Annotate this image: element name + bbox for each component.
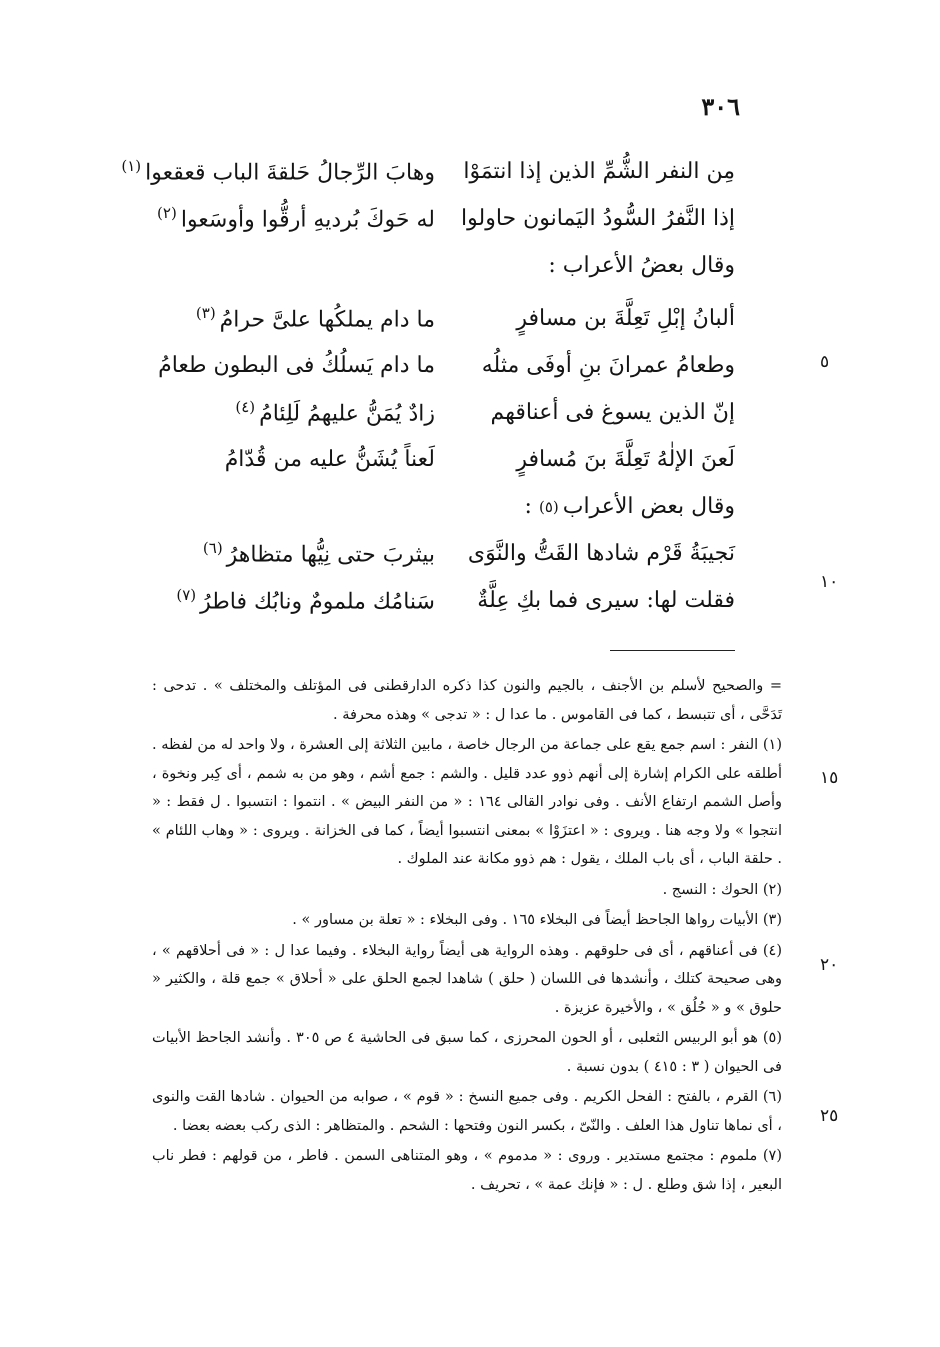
verse-first-hemistich: لَعنَ الإلٰهُ تَعِلَّةَ بنَ مُسافرٍ — [516, 447, 735, 472]
verse-line — [135, 577, 735, 624]
verse-group-2 — [135, 295, 735, 624]
hemistich-text: ما دام يملكُها علىَّ حرامُ — [219, 307, 435, 333]
footnote-ref: (٢) — [157, 204, 177, 223]
footnote-1: (١) النفر : اسم جمع يقع على جماعة من الرجال خاصة ، مابين الثلاثة إلى العشرة ، ولا واحد له من لفظه . أطلقه على الكرام إشارة إلى أنهم ذوو عدد قليل . والشم : جمع أشم ، وهو من به شمم ، أى كِبر ونخوة ، وأصل الشمم ارتفاع الأنف . وفى نوادر القالى ١٦٤ : « من النفر البيض » . انتموا : انتسبوا . ل فقط : « انتجوا » ولا وجه هنا . ويروى : « اعتزَوْا » بمعنى انتسبوا أيضاً ، كما فى الخزانة . ويروى : « وهاب اللئام » . حلقة الباب ، أى باب الملك ، يقول : هم ذوو مكانة عند الملوك . — [152, 737, 782, 867]
verse-line — [135, 436, 735, 483]
hemistich-text: له حَوكَ بُرديهِ أرقُّوا وأوسَعوا — [180, 207, 435, 233]
verse-line — [135, 342, 735, 389]
verse-second-hemistich — [135, 586, 435, 614]
verse-line — [121, 148, 735, 195]
footnote-5: (٥) هو أبو الربيس الثعلبى ، أو الحون المحرزى ، كما سبق فى الحاشية ٤ ص ٣٠٥ . وأنشد الجاحظ الأبيات فى الحيوان ( ٣ : ٤١٥ ) بدون نسبة . — [152, 1030, 783, 1075]
verse-first-hemistich: مِن النفر الشُّمِّ الذين إذا انتمَوْا — [463, 159, 735, 184]
verse-first-hemistich: نَجيبَةُ قَرْم شادها القَتُّ والنَّوَى — [467, 541, 735, 566]
footnote-3: (٣) الأبيات رواها الجاحظ أيضاً فى البخلاء ١٦٥ . وفى البخلاء : « تعلة بن مساور » . — [292, 912, 782, 928]
hemistich-text: زادٌ يُمَنُّ عليهمُ لَلِئامُ — [259, 401, 435, 427]
footnote-divider — [610, 650, 735, 651]
verse-group-1 — [121, 148, 735, 289]
footnote-ref: (٣) — [195, 304, 216, 323]
intro-line — [135, 483, 735, 530]
line-number: ٥ — [820, 352, 830, 372]
footnote-ref: (١) — [121, 157, 142, 176]
verse-second-hemistich — [135, 304, 435, 332]
verse-first-hemistich: إذا النَّفرُ السُّودُ اليَمانون حاولوا — [461, 206, 735, 231]
hemistich-text: وهابَ الرِّجالُ حَلقةَ الباب قعقعوا — [145, 160, 435, 186]
hemistich-text: لَعناً يُشَنُّ عليه من قُدّامُ — [224, 447, 435, 472]
verse-second-hemistich — [135, 204, 435, 232]
footnote-continuation: = والصحيح لأسلم بن الأجنف ، بالجيم والنون كذا ذكره الدارقطنى فى المؤتلف والمختلف » . تدحى : تَدَحَّى ، أى تتبسط ، كما فى القاموس . ما عدا ل : « تدجى » وهذه محرفة . — [152, 678, 782, 723]
line-number: ٢٥ — [820, 1106, 839, 1126]
line-number: ١٠ — [820, 572, 839, 592]
verse-second-hemistich — [135, 539, 435, 567]
line-number: ٢٠ — [820, 955, 839, 975]
verse-first-hemistich: ألبانُ إبْلِ تَعِلَّةَ بن مسافرٍ — [516, 306, 735, 331]
verse-second-hemistich — [135, 353, 435, 378]
hemistich-text: ما دام يَسلُكُ فى البطون طعامُ — [158, 353, 435, 378]
verse-first-hemistich: وطعامُ عمرانَ بنِ أوفَى مثلُه — [481, 353, 735, 378]
line-number: ١٥ — [820, 768, 839, 788]
intro-colon: : — [524, 494, 532, 519]
hemistich-text: سَنامُك ملمومٌ ونابُك فاطرُ — [200, 589, 435, 615]
verse-second-hemistich — [135, 398, 435, 426]
footnote-2: (٢) الحوك : النسج . — [662, 881, 782, 898]
verse-line — [135, 530, 735, 577]
footnote-ref: (٦) — [202, 539, 223, 558]
footnote-7: (٧) ملموم : مجتمع مستدير . وروى : « مدموم » ، وهو المتناهى السمن . فاطر ، من قولهم : فطر ناب البعير ، إذا شق وطلع . ل : « فإنك عمة » ، تحريف . — [152, 1148, 782, 1193]
footnote-6: (٦) القرم ، بالفتح : الفحل الكريم . وفى جميع النسخ : « قوم » ، صوابه من الحيوان . شادها القت والنوى ، أى نماها تناول هذا العلف . والنّىّ ، بكسر النون وفتحها : الشحم . والمتظاهر : الذى ركب بعضه بعضا . — [152, 1089, 782, 1134]
verse-first-hemistich: فقلت لها: سيرى فما بكِ عِلَّةٌ — [477, 588, 735, 613]
footnote-ref: (٤) — [235, 398, 256, 417]
footnote-ref: (٧) — [176, 586, 197, 605]
verse-line — [135, 195, 735, 242]
page-number: ٣٠٦ — [701, 92, 740, 121]
footnote-ref: (٥) — [538, 497, 559, 516]
footnote-4: (٤) فى أعناقهم ، أى فى حلوقهم . وهذه الرواية هى أيضاً رواية البخلاء . وفيما عدا ل : « فى أحلاقهم » ، وهى صحيحة كتلك ، وأنشدها فى اللسان ( حلق ) شاهدا لجمع الحلق على « أحلاق » جمع قلة ، والكثير « حلوق » و « حُلُق » ، والأخيرة عزيزة . — [152, 942, 782, 1016]
verse-first-hemistich: إنّ الذين يسوغ فى أعناقهم — [490, 400, 735, 425]
verse-line — [135, 295, 735, 342]
verse-line — [135, 389, 735, 436]
hemistich-text: بيثربَ حتى نِيُّها متظاهرُ — [226, 542, 435, 568]
verse-second-hemistich — [121, 157, 435, 186]
intro-text: وقال بعض الأعراب — [562, 494, 735, 519]
verse-second-hemistich — [135, 447, 435, 472]
intro-line: وقال بعضُ الأعراب : — [548, 253, 735, 278]
footnotes — [152, 672, 782, 1201]
